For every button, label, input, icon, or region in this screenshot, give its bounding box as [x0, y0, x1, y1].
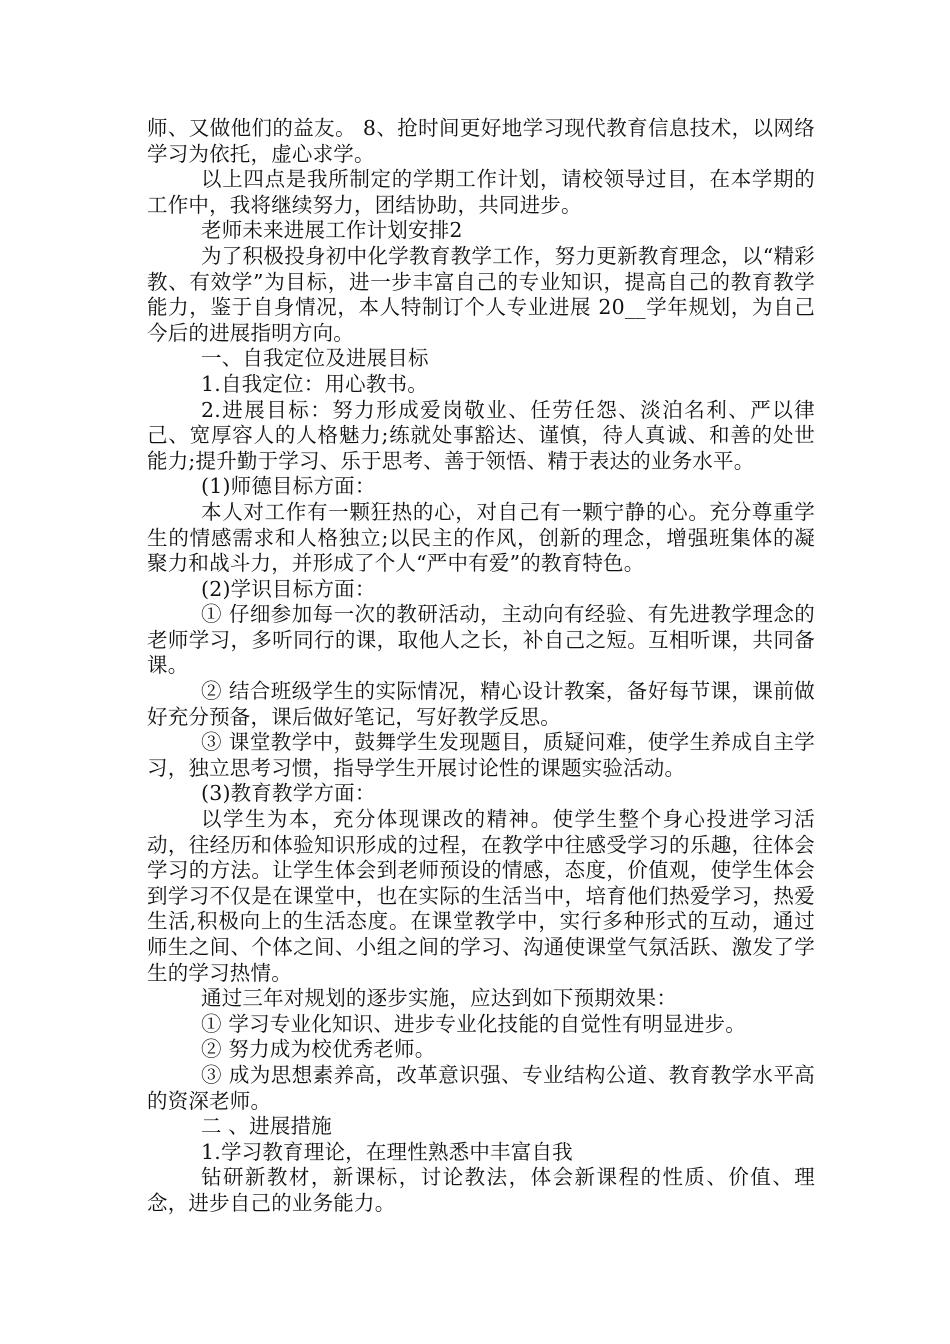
item-measure-1: 1.学习教育理论，在理性熟悉中丰富自我 — [201, 1139, 573, 1164]
list-item-result-3: ③ 成为思想素养高，改革意识强、专业结构公道、教育教学水平高的资深老师。 — [147, 1062, 815, 1113]
list-item-result-2: ② 努力成为校优秀老师。 — [201, 1037, 436, 1062]
paragraph-measure-1: 钻研新教材，新课标，讨论教法，体会新课程的性质、价值、理念，进步自己的业务能力。 — [147, 1165, 815, 1215]
paragraph-4: 为了积极投身初中化学教育教学工作，努力更新教育理念，以“精彩教、有效学”为目标，进一步丰富自己的专业知识，提高自己的教育教学能力，鉴于自身情况，本人特制订个人专业进展 20__学年规划，为自己今后的进展指明方向。 — [147, 243, 815, 345]
section-title-plan-2: 老师未来进展工作计划安排2 — [201, 218, 463, 243]
subheading-teaching: (3)教育教学方面： — [201, 781, 376, 806]
paragraph-expected-results: 通过三年对规划的逐步实施，应达到如下预期效果： — [201, 986, 678, 1011]
item-self-positioning: 1.自我定位：用心教书。 — [201, 371, 428, 396]
paragraph-1: 师、又做他们的益友。 8、抢时间更好地学习现代教育信息技术，以网络学习为依托，虚心求学。 — [147, 116, 815, 166]
list-item-knowledge-1: ① 仔细参加每一次的教研活动，主动向有经验、有先进教学理念的老师学习，多听同行的课，取他人之长，补自己之短。互相听课，共同备课。 — [147, 602, 815, 678]
list-item-knowledge-2: ② 结合班级学生的实际情况，精心设计教案，备好每节课，课前做好充分预备，课后做好笔记，写好教学反思。 — [147, 679, 815, 729]
paragraph-ethics: 本人对工作有一颗狂热的心，对自己有一颗宁静的心。充分尊重学生的情感需求和人格独立;以民主的作风，创新的理念，增强班集体的凝聚力和战斗力，并形成了个人“严中有爱”的教育特色。 — [147, 499, 815, 576]
paragraph-2: 以上四点是我所制定的学期工作计划，请校领导过目，在本学期的工作中，我将继续努力，团结协助，共同进步。 — [147, 167, 815, 217]
heading-measures: 二 、进展措施 — [201, 1114, 332, 1139]
item-development-goals: 2.进展目标：努力形成爱岗敬业、任劳任怨、淡泊名利、严以律己、宽厚容人的人格魅力;练就处事豁达、谨慎，待人真诚、和善的处世能力;提升勤于学习、乐于思考、善于领悟、精于表达的业务水平。 — [147, 397, 815, 473]
paragraph-teaching: 以学生为本，充分体现课改的精神。使学生整个身心投进学习活动，往经历和体验知识形成的过程，在教学中往感受学习的乐趣，往体会学习的方法。让学生体会到老师预设的情感，态度，价值观，使学生体会到学习不仅是在课堂中，也在实际的生活当中，培育他们热爱学习，热爱生活,积极向上的生活态度。在课堂教学中，实行多种形式的互动，通过师生之间、个体之间、小组之间的学习、沟通使课堂气氛活跃、激发了学生的学习热情。 — [147, 807, 815, 985]
heading-self-positioning: 一、自我定位及进展目标 — [201, 346, 429, 371]
subheading-knowledge: (2)学识目标方面： — [201, 576, 376, 601]
list-item-knowledge-3: ③ 课堂教学中，鼓舞学生发现题目，质疑问难，使学生养成自主学习，独立思考习惯，指导学生开展讨论性的课题实验活动。 — [147, 730, 815, 780]
list-item-result-1: ① 学习专业化知识、进步专业化技能的自觉性有明显进步。 — [201, 1011, 746, 1036]
subheading-ethics: (1)师德目标方面： — [201, 474, 376, 499]
document-page — [147, 116, 815, 1217]
